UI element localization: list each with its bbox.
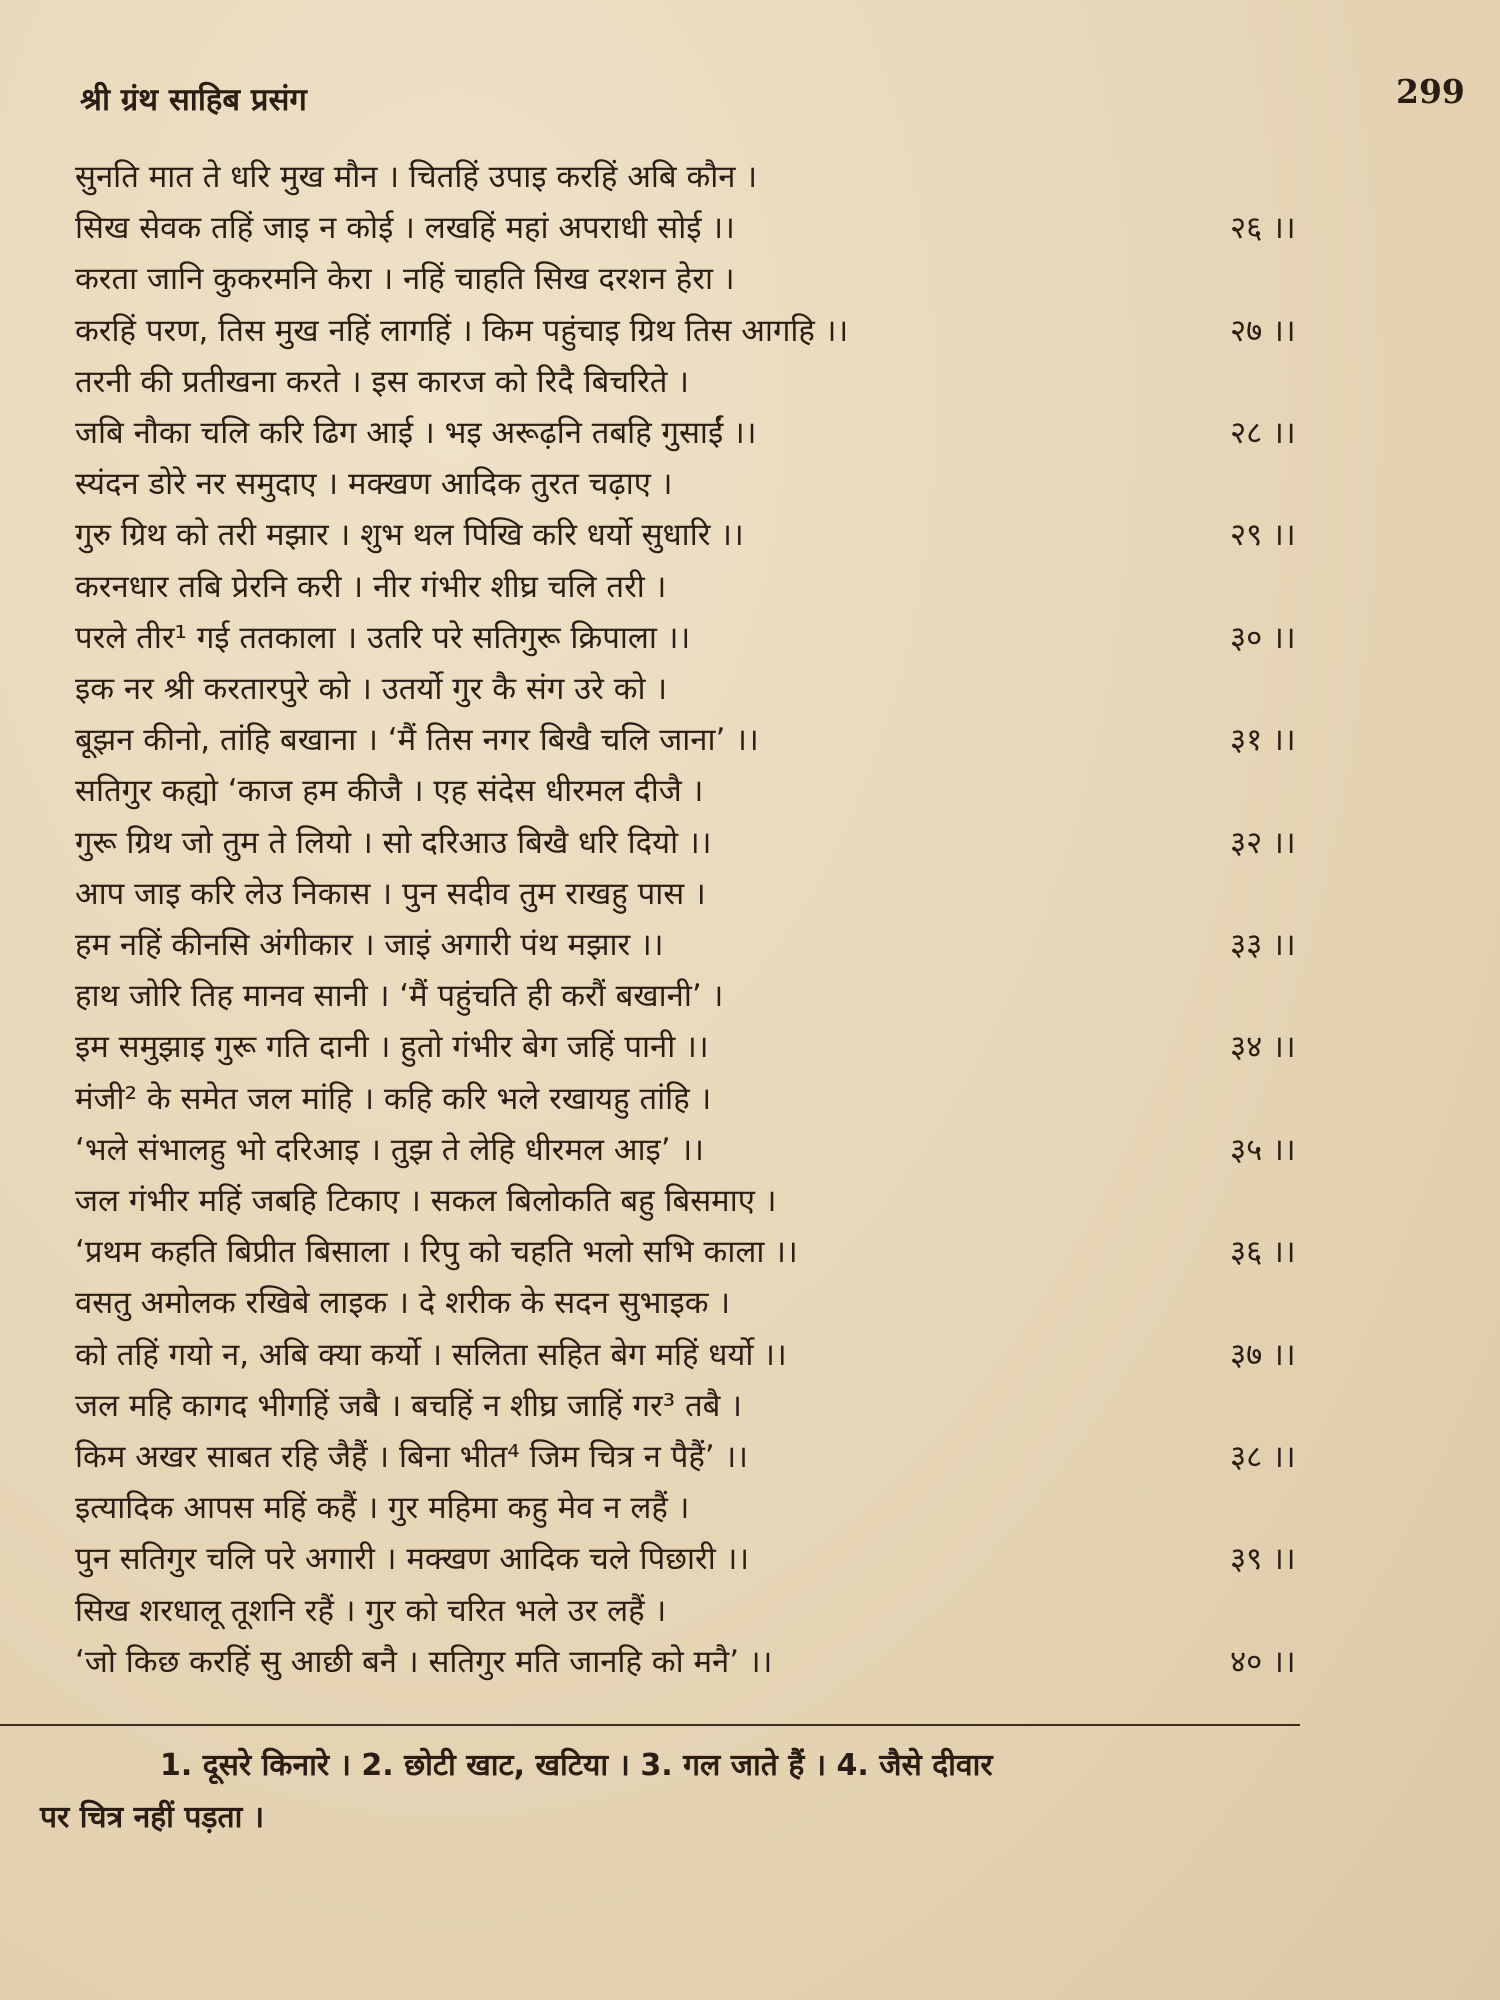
verse-number: ३३ ।। [1230, 927, 1296, 963]
verse-text: हाथ जोरि तिह मानव सानी । ‘मैं पहुंचति ही करौं बखानी’ । [75, 978, 724, 1015]
verse-line [55, 715, 1475, 765]
verse-line [55, 1125, 1475, 1175]
verse-line [55, 152, 1475, 202]
verse-number: २८ ।। [1230, 415, 1296, 451]
verse-line [55, 562, 1475, 612]
verse-text: ‘जो किछ करहिं सु आछी बनै । सतिगुर मति जानहि को मनै’ ।। [75, 1643, 773, 1680]
verse-number: ३१ ।। [1230, 722, 1296, 759]
verse-text: करहिं परण, तिस मुख नहिं लागहिं । किम पहुंचाइ ग्रिथ तिस आगहि ।। [75, 312, 849, 349]
footnote-divider [0, 1724, 1300, 1726]
footnotes [40, 1740, 1460, 1844]
verse-number: २९ ।। [1230, 517, 1296, 554]
verse-line [55, 613, 1475, 663]
footnote-line: पर चित्र नहीं पड़ता । [40, 1800, 265, 1835]
verse-text: स्यंदन डोरे नर समुदाए । मक्खण आदिक तुरत चढ़ाए । [75, 466, 673, 503]
verse-line [55, 1176, 1475, 1226]
verse-line [55, 1483, 1475, 1533]
verse-line [55, 869, 1475, 919]
verse-text: इम समुझाइ गुरू गति दानी । हुतो गंभीर बेग जहिं पानी ।। [75, 1029, 709, 1066]
verse-line [55, 766, 1475, 816]
page-number: 299 [1396, 72, 1465, 111]
verse-number: ३२ ।। [1230, 824, 1296, 861]
verse-text: तरनी की प्रतीखना करते । इस कारज को रिदै बिचरिते । [75, 363, 690, 400]
verse-line [55, 510, 1475, 560]
verse-number: ३७ ।। [1230, 1336, 1296, 1373]
verse-text: बूझन कीनो, तांहि बखाना । ‘मैं तिस नगर बिखै चलि जाना’ ।। [75, 722, 759, 759]
verse-text: गुरू ग्रिथ जो तुम ते लियो । सो दरिआउ बिखै धरि दियो ।। [75, 824, 712, 861]
verse-line [55, 920, 1475, 970]
verse-text: ‘प्रथम कहति बिप्रीत बिसाला । रिपु को चहति भलो सभि काला ।। [75, 1234, 798, 1271]
verse-number: ३६ ।। [1230, 1234, 1296, 1271]
verse-text: जल महि कागद भीगहिं जबै । बचहिं न शीघ्र जाहिं गर³ तबै । [75, 1387, 742, 1424]
verse-line [55, 971, 1475, 1021]
verse-line [55, 1432, 1475, 1482]
verse-line [55, 818, 1475, 868]
verse-text: करता जानि कुकरमनि केरा । नहिं चाहति सिख दरशन हेरा । [75, 261, 735, 298]
verse-number: ३९ ।। [1230, 1541, 1296, 1578]
verse-text: मंजी² के समेत जल मांहि । कहि करि भले रखायहु तांहि । [75, 1080, 712, 1117]
verse-line [55, 1074, 1475, 1124]
verse-text: सुनति मात ते धरि मुख मौन । चितहिं उपाइ करहिं अबि कौन । [75, 159, 758, 195]
verse-text: परले तीर¹ गई ततकाला । उतरि परे सतिगुरू क्रिपाला ।। [75, 619, 691, 656]
verse-line [55, 1278, 1475, 1328]
verse-line [55, 1381, 1475, 1431]
verse-text: इत्यादिक आपस महिं कहैं । गुर महिमा कहु मेव न लहैं । [75, 1490, 690, 1527]
verse-text: हम नहिं कीनसि अंगीकार । जाइं अगारी पंथ मझार ।। [75, 927, 664, 963]
verse-line [55, 357, 1475, 407]
verse-text: सिख सेवक तहिं जाइ न कोई । लखहिं महां अपराधी सोई ।। [75, 210, 735, 247]
verse-number: २६ ।। [1230, 210, 1296, 247]
running-head: श्री ग्रंथ साहिब प्रसंग [80, 82, 307, 118]
verse-text: सतिगुर कह्यो ‘काज हम कीजै । एह संदेस धीरमल दीजै । [75, 773, 704, 810]
verse-number: ३० ।। [1230, 619, 1296, 656]
verse-text: करनधार तबि प्रेरनि करी । नीर गंभीर शीघ्र चलि तरी । [75, 568, 667, 605]
verse-line [55, 664, 1475, 714]
verse-line [55, 459, 1475, 509]
verse-line [55, 408, 1475, 458]
verse-line [55, 1330, 1475, 1380]
verse-text: किम अखर साबत रहि जैहैं । बिना भीत⁴ जिम चित्र न पैहैं’ ।। [75, 1439, 748, 1475]
verse-number: ३४ ।। [1230, 1029, 1296, 1066]
verse-number: ३८ ।। [1230, 1439, 1296, 1475]
verse-number: २७ ।। [1230, 312, 1296, 349]
verse-text: इक नर श्री करतारपुरे को । उतर्यो गुर कै संग उरे को । [75, 671, 668, 707]
verse-line [55, 1227, 1475, 1277]
verse-line [55, 1637, 1475, 1687]
verse-text: आप जाइ करि लेउ निकास । पुन सदीव तुम राखहु पास । [75, 875, 706, 912]
verse-line [55, 306, 1475, 356]
verse-text: ‘भले संभालहु भो दरिआइ । तुझ ते लेहि धीरमल आइ’ ।। [75, 1131, 704, 1168]
verse-line [55, 254, 1475, 304]
verse-line [55, 203, 1475, 253]
verse-text: सिख शरधालू तूशनि रहैं । गुर को चरित भले उर लहैं । [75, 1592, 667, 1629]
verse-text: जल गंभीर महिं जबहि टिकाए । सकल बिलोकति बहु बिसमाए । [75, 1183, 777, 1219]
footnote-line: 1. दूसरे किनारे । 2. छोटी खाट, खटिया । 3. गल जाते हैं । 4. जैसे दीवार [160, 1748, 993, 1783]
verse-text: पुन सतिगुर चलि परे अगारी । मक्खण आदिक चले पिछारी ।। [75, 1541, 750, 1578]
verse-text: जबि नौका चलि करि ढिग आई । भइ अरूढ़नि तबहि गुसाईं ।। [75, 415, 757, 451]
verse-text: को तहिं गयो न, अबि क्या कर्यो । सलिता सहित बेग महिं धर्यो ।। [75, 1336, 787, 1373]
verse-text: वसतु अमोलक रखिबे लाइक । दे शरीक के सदन सुभाइक । [75, 1285, 731, 1322]
verse-text: गुरु ग्रिथ को तरी मझार । शुभ थल पिखि करि धर्यो सुधारि ।। [75, 517, 744, 554]
verse-line [55, 1586, 1475, 1636]
verse-number: ४० ।। [1230, 1643, 1296, 1680]
verse-line [55, 1022, 1475, 1072]
verse-line [55, 1534, 1475, 1584]
verse-number: ३५ ।। [1230, 1131, 1296, 1168]
